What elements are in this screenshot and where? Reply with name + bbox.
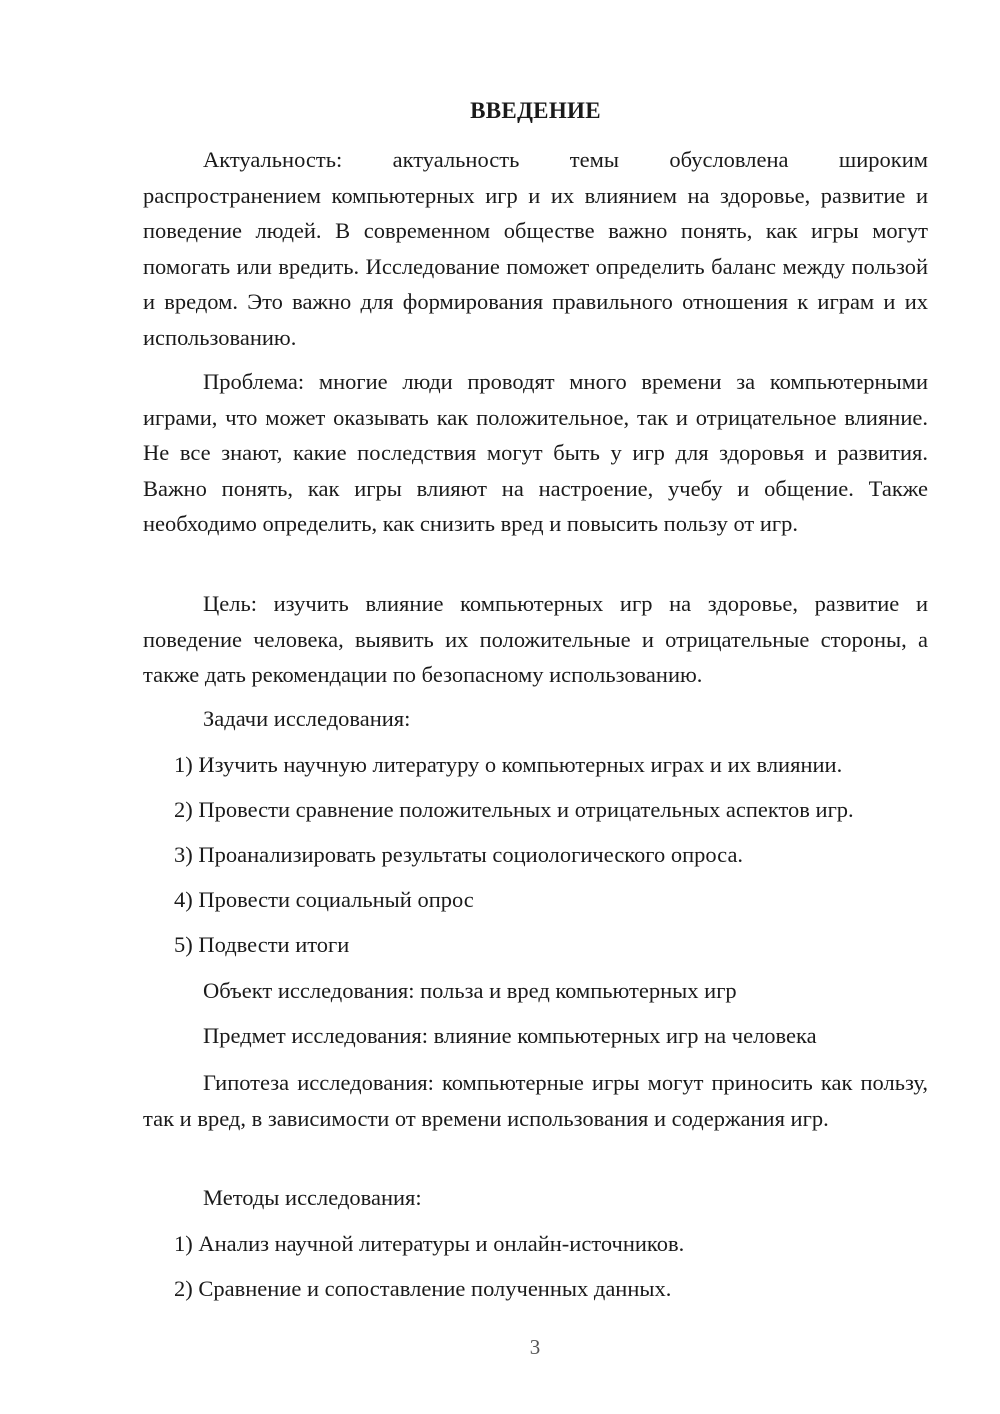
- paragraph-goal: Цель: изучить влияние компьютерных игр на здоровье, развитие и поведение человека, выявить их положительные и отрицательные стороны, а также дать рекомендации по безопасному использованию.: [143, 591, 928, 687]
- list-item: 5) Подвести итоги: [174, 932, 350, 957]
- list-item: 2) Сравнение и сопоставление полученных данных.: [174, 1276, 672, 1301]
- list-item: 1) Изучить научную литературу о компьютерных играх и их влиянии.: [174, 752, 843, 777]
- research-object: Объект исследования: польза и вред компьютерных игр: [203, 978, 737, 1003]
- list-item: 2) Провести сравнение положительных и отрицательных аспектов игр.: [174, 797, 854, 822]
- research-subject: Предмет исследования: влияние компьютерных игр на человека: [203, 1023, 817, 1048]
- paragraph-relevance: Актуальность: актуальность темы обусловлена широким распространением компьютерных игр и их влиянием на здоровье, развитие и поведение людей. В современном обществе важно понять, как игры могут помогать или вредить. Исследование поможет определить баланс между пользой и вредом. Это важно для формирования правильного отношения к играм и их использованию.: [143, 147, 928, 350]
- list-item: 3) Проанализировать результаты социологического опроса.: [174, 842, 744, 867]
- methods-heading: Методы исследования:: [203, 1185, 422, 1210]
- paragraph-hypothesis: Гипотеза исследования: компьютерные игры могут приносить как пользу, так и вред, в зависимости от времени использования и содержания игр.: [143, 1070, 928, 1131]
- list-item: 1) Анализ научной литературы и онлайн-источников.: [174, 1231, 685, 1256]
- list-item: 4) Провести социальный опрос: [174, 887, 474, 912]
- page-number: 3: [529, 1335, 541, 1359]
- page-title: ВВЕДЕНИЕ: [470, 98, 601, 123]
- paragraph-problem: Проблема: многие люди проводят много времени за компьютерными играми, что может оказывать как положительное, так и отрицательное влияние. Не все знают, какие последствия могут быть у игр для здоровья и развития. Важно понять, как игры влияют на настроение, учебу и общение. Также необходимо определить, как снизить вред и повысить пользу от игр.: [143, 369, 928, 536]
- tasks-heading: Задачи исследования:: [203, 706, 411, 731]
